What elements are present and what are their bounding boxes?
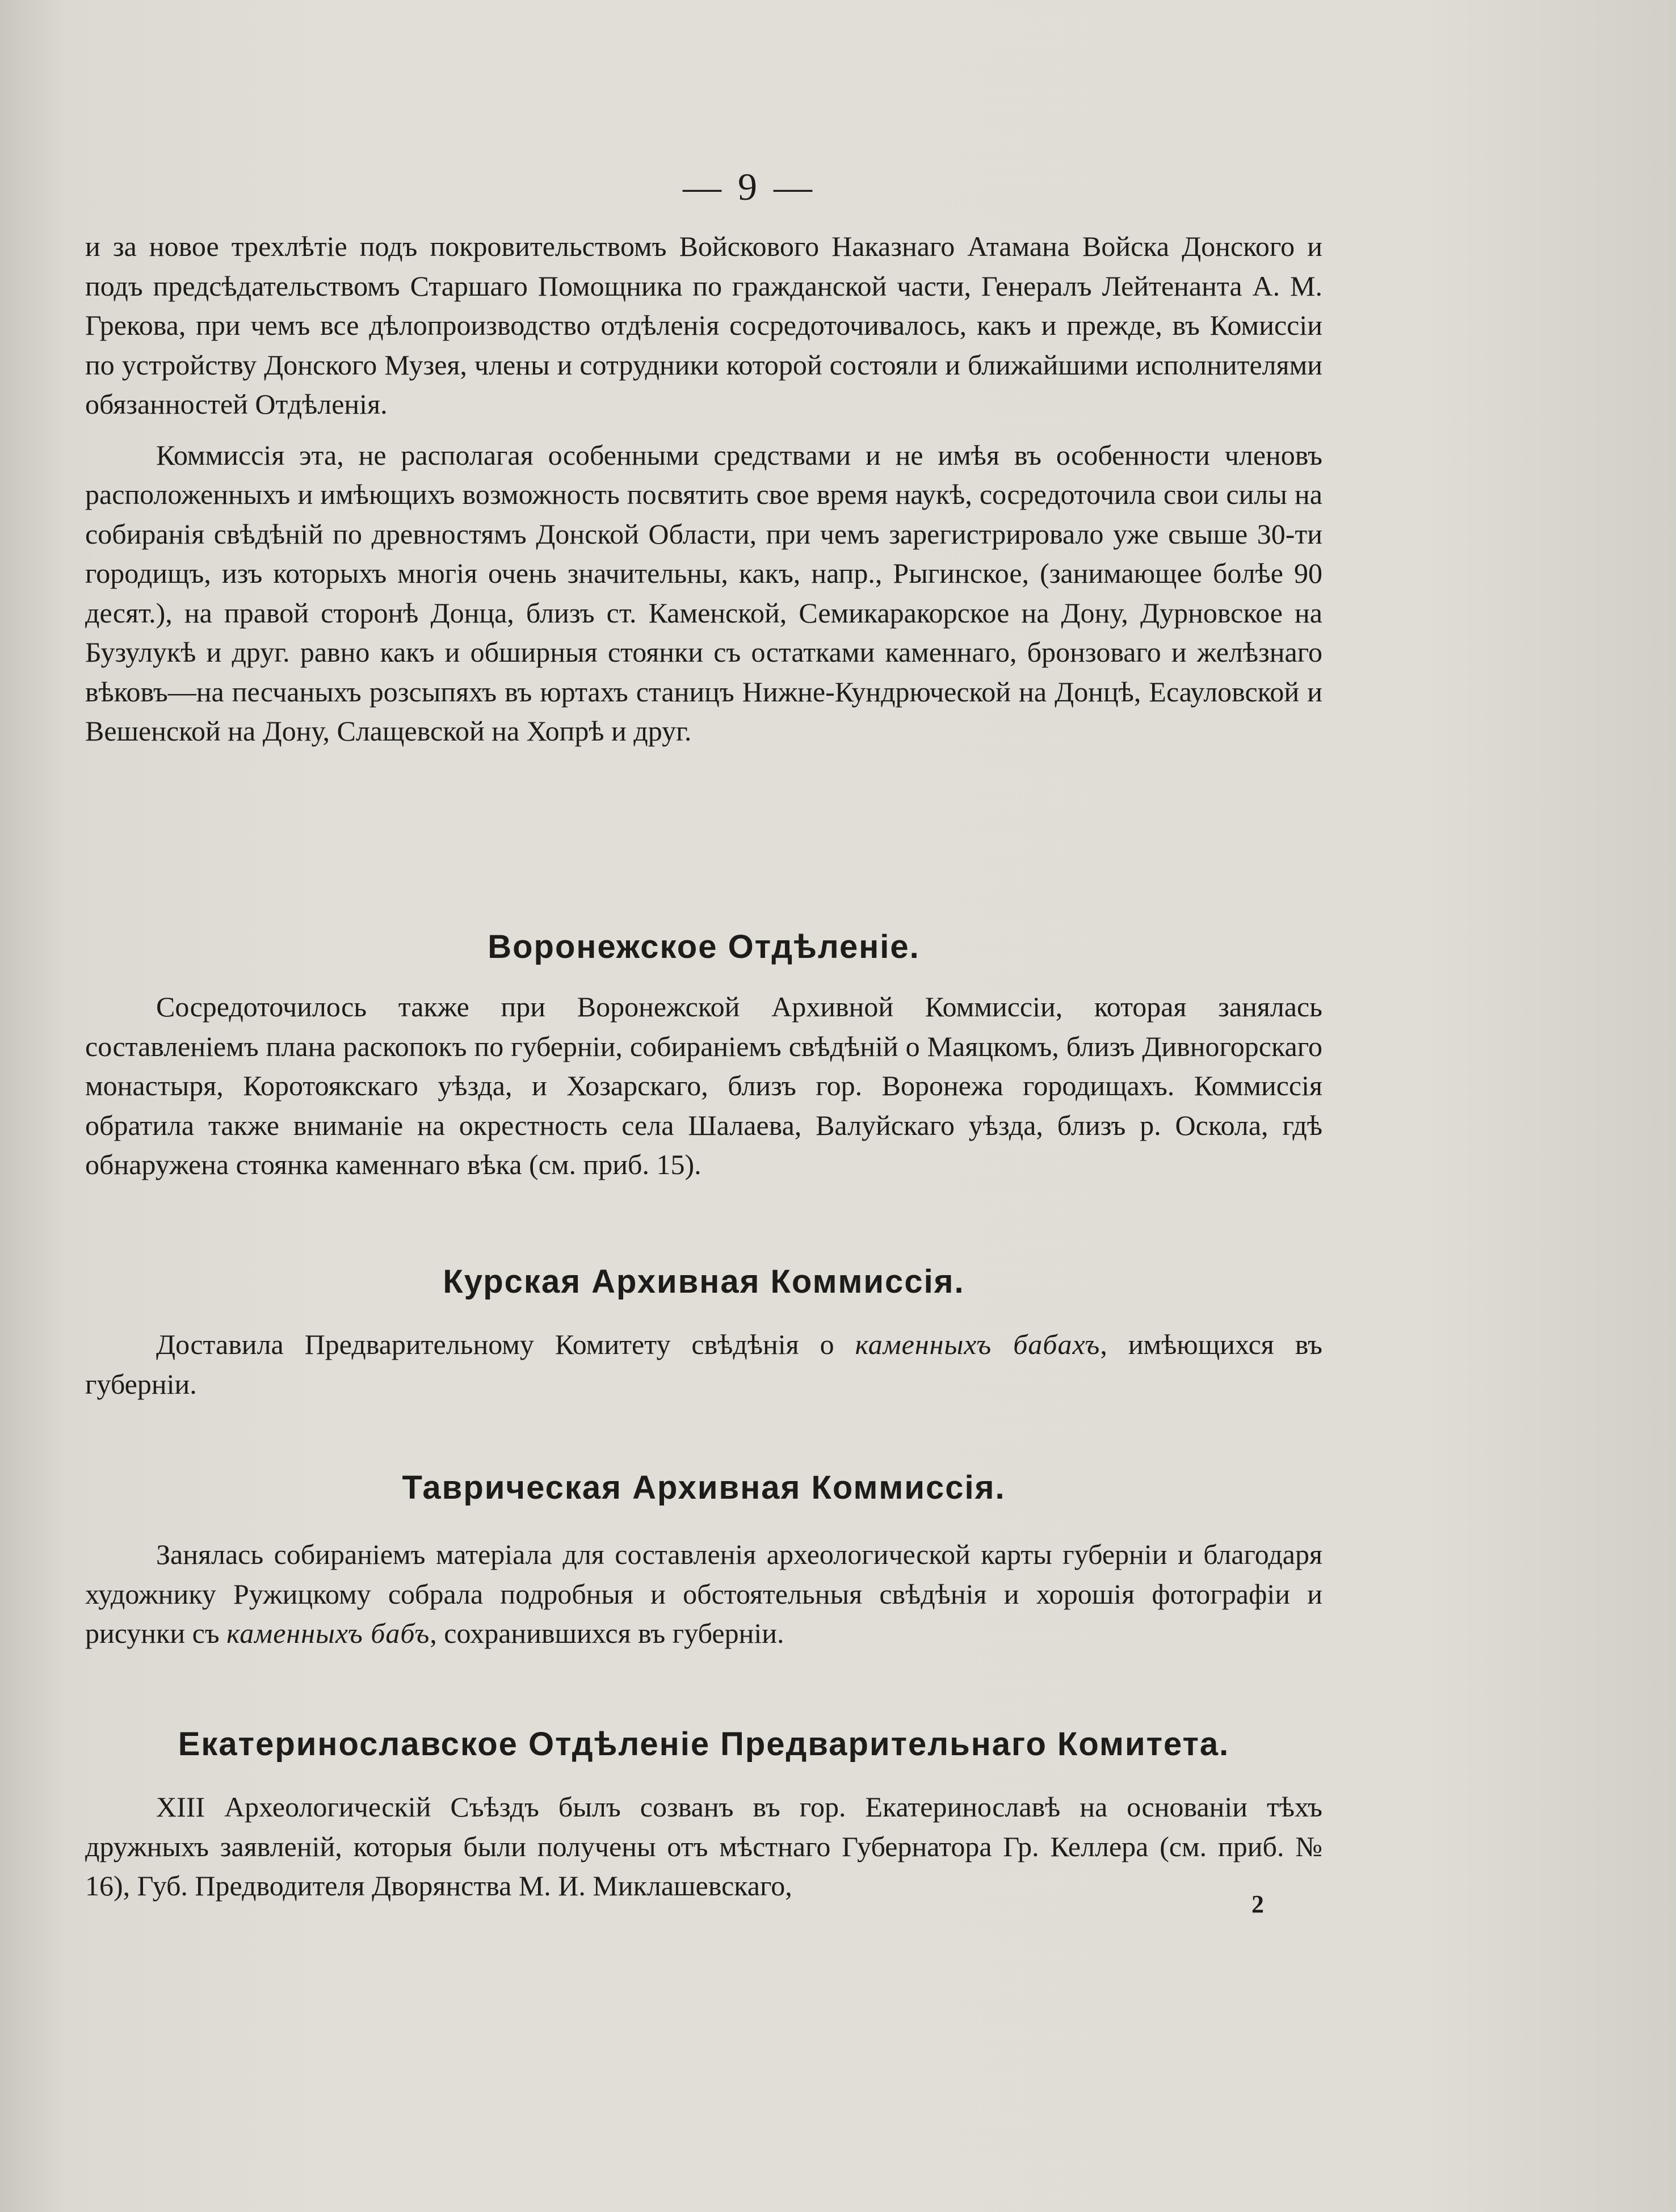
kursk-text-start: Доставила Предварительному Комитету свѣдѣнія о [156, 1328, 855, 1360]
kursk-text-end: , имѣющихся въ губерніи. [85, 1328, 1322, 1400]
don-section-continuation [85, 227, 1322, 751]
heading-ekaterinoslav: Екатеринославское Отдѣленіе Предварительнаго Комитета. [178, 1726, 1230, 1763]
kursk-text-italic: каменныхъ бабахъ [855, 1328, 1100, 1360]
voronezh-section [85, 987, 1322, 1185]
paragraph-don-1: и за новое трехлѣтіе подъ покровительствомъ Войскового Наказнаго Атамана Войска Донского и подъ предсѣдательствомъ Старшаго Помощника по гражданской части, Генералъ Лейтенанта А. М. Грекова, при чемъ все дѣлопроизводство отдѣленія сосредоточивалось, какъ и прежде, въ Комиссіи по устройству Донского Музея, члены и сотрудники которой состояли и ближайшими исполнителями обязанностей Отдѣленія. [85, 230, 1322, 420]
signature-mark: 2 [1251, 1890, 1264, 1918]
ekaterinoslav-section [85, 1788, 1322, 1906]
paragraph-kursk [85, 1325, 1322, 1404]
paragraph-tavrida [85, 1535, 1322, 1654]
tavrida-section [85, 1535, 1322, 1654]
heading-kursk: Курская Архивная Коммиссія. [443, 1263, 965, 1300]
tavrida-text-italic: каменныхъ бабъ [226, 1617, 430, 1649]
paragraph-don-2: Коммиссія эта, не располагая особенными средствами и не имѣя въ особенности членовъ расположенныхъ и имѣющихъ возможность посвятить свое время наукѣ, сосредоточила свои силы на собиранія свѣдѣній по древностямъ Донской Области, при чемъ зарегистрировало уже свыше 30-ти городищъ, изъ которыхъ многія очень значительны, какъ, напр., Рыгинское, (занимающее болѣе 90 десят.), на правой сторонѣ Донца, близъ ст. Каменской, Семикаракорское на Дону, Дурновское на Бузулукѣ и друг. равно какъ и обширныя стоянки съ остатками каменнаго, бронзоваго и желѣзнаго вѣковъ—на песчаныхъ розсыпяхъ въ юртахъ станицъ Нижне-Кундрючеcкой на Донцѣ, Есауловской и Вешенской на Дону, Слащевской на Хопрѣ и друг. [85, 439, 1322, 747]
heading-voronezh: Воронежское Отдѣленіе. [488, 928, 920, 965]
tavrida-text-end: , сохранившихся въ губерніи. [430, 1617, 784, 1649]
paragraph-ekaterinoslav: XIII Археологическій Съѣздъ былъ созванъ въ гор. Екатеринославѣ на основаніи тѣхъ дружныхъ заявленій, которыя были получены отъ мѣстнаго Губернатора Гр. Келлера (см. приб. № 16), Губ. Предводителя Дворянства М. И. Миклашевскаго, [85, 1791, 1322, 1902]
paragraph-voronezh: Сосредоточилось также при Воронежской Архивной Коммиссіи, которая занялась составленіемъ плана раскопокъ по губерніи, собираніемъ свѣдѣній о Маяцкомъ, близъ Дивногорскаго монастыря, Коротоякскаго уѣзда, и Хозарскаго, близъ гор. Воронежа городищахъ. Коммиссія обратила также вниманіе на окрестность села Шалаева, Валуйскаго уѣзда, близъ р. Оскола, гдѣ обнаружена стоянка каменнаго вѣка (см. приб. 15). [85, 991, 1322, 1180]
kursk-section [85, 1325, 1322, 1404]
page-number: — 9 — [683, 165, 816, 208]
heading-tavrida: Таврическая Архивная Коммиссія. [402, 1469, 1006, 1506]
tavrida-text-start: Занялась собираніемъ матеріала для составленія археологической карты губерніи и благодаря художнику Ружицкому собрала подробныя и обстоятельныя свѣдѣнія и хорошія фотографіи и рисунки съ [85, 1538, 1322, 1649]
